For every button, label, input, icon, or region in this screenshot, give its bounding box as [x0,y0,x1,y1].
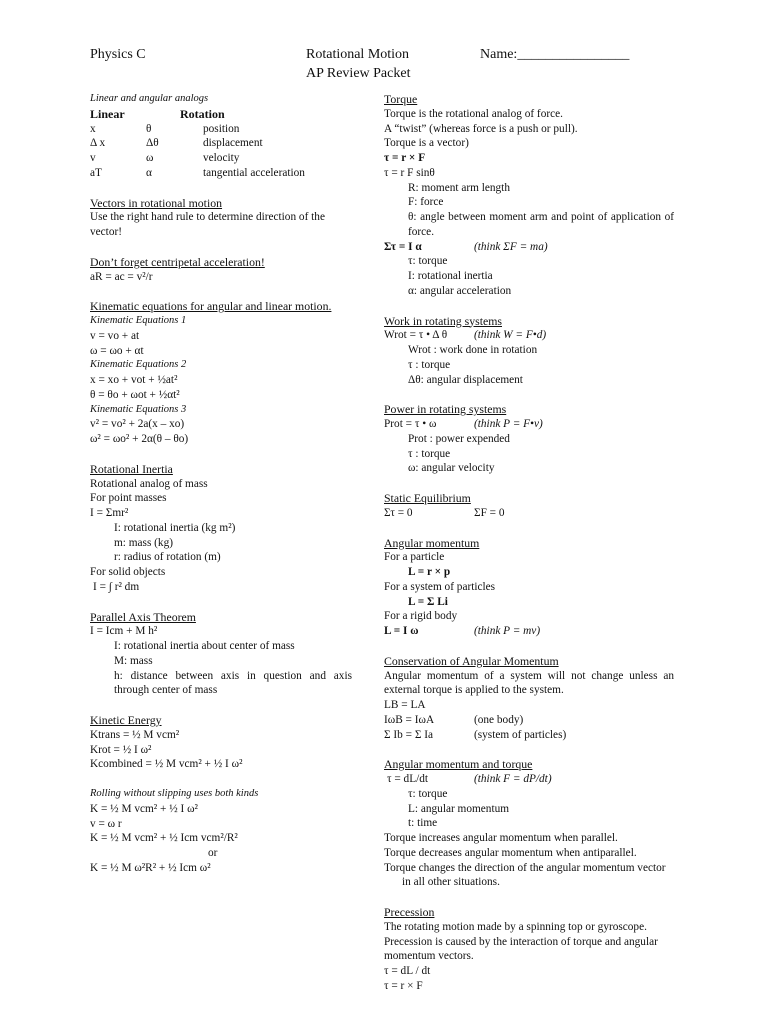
precession-title: Precession [384,905,435,919]
angular-momentum-line: L = Σ Li [408,595,448,608]
power-title: Power in rotating systems [384,402,507,417]
kinetic-energy-line: Kcombined = ½ M vcm² + ½ I ω² [90,758,243,771]
inertia-line: m: mass (kg) [114,536,173,549]
work-line: τ : torque [408,358,451,371]
course-name: Physics C [90,47,146,62]
parallel-axis-line: I = Icm + M h² [90,625,158,638]
kinematic-title: Kinematic equations for angular and linear motion. [90,299,332,314]
kinetic-energy-title: Kinetic Energy [90,713,162,727]
kinetic-energy-line: Ktrans = ½ M vcm² [90,728,180,741]
momentum-torque-line: t: time [408,817,438,830]
analog-row: v ω velocity [90,152,240,164]
work-eq: Wrot = τ • Δ θ (think W = F•d) [384,329,547,342]
inertia-line: I = Σmr² [90,507,129,519]
momentum-torque-line: Torque decreases angular momentum when antiparallel. [384,846,637,859]
name-field: Name:________________ [480,47,630,62]
angular-momentum-line: For a rigid body [384,610,458,623]
rolling-title: Rolling without slipping uses both kinds [90,788,259,799]
momentum-torque-title: Angular momentum and torque [384,757,533,772]
header-rotation: Rotation [180,106,225,121]
precession-line: Precession is caused by the interaction of torque and angular momentum vectors. [384,935,658,963]
static-title: Static Equilibrium [384,491,471,505]
analog-row: x θ position [90,122,240,135]
precession-line: τ = r × F [384,979,423,992]
torque-line: θ: angle between moment arm and point of application of force. [408,211,674,238]
momentum-torque-line: L: angular momentum [408,802,510,815]
inertia-title: Rotational Inertia [90,461,173,476]
kinematic-sub-1: Kinematic Equations 1 [90,315,187,326]
page-subtitle: AP Review Packet [306,66,411,81]
header-linear: Linear [90,106,125,121]
power-line: Prot : power expended [408,432,510,445]
precession-line: τ = dL / dt [384,965,431,977]
centripetal-eq: aR = ac = v²/r [90,270,153,283]
rolling-line: K = ½ M vcm² + ½ I ω² [90,802,198,815]
momentum-torque-line: τ: torque [408,787,448,800]
inertia-line: I = ∫ r² dm [93,580,140,593]
parallel-axis-title: Parallel Axis Theorem [90,609,196,624]
torque-line: I: rotational inertia [408,270,493,282]
right-column [384,92,674,994]
torque-line: Torque is the rotational analog of force. [384,107,563,120]
kinematic-eq: θ = θo + ωot + ½αt² [90,388,180,401]
torque-line: R: moment arm length [408,181,510,194]
torque-line: α: angular acceleration [408,284,512,297]
power-eq: Prot = τ • ω (think P = F•v) [384,418,543,430]
inertia-line: For point masses [90,492,167,505]
kinematic-sub-2: Kinematic Equations 2 [90,359,187,371]
rolling-line: K = ½ M ω²R² + ½ Icm ω² [90,861,211,874]
torque-line: τ = r × F [384,152,426,164]
power-line: τ : torque [408,447,451,460]
analog-row: Δ x Δθ displacement [90,137,263,150]
rolling-line: v = ω r [90,817,122,830]
angular-momentum-title: Angular momentum [384,535,480,550]
conservation-line: LB = LA [384,699,426,711]
work-line: Wrot : work done in rotation [408,344,538,356]
parallel-axis-line: h: distance between axis in question and axis through center of mass [114,669,352,697]
rolling-line: or [208,847,218,859]
analogs-caption: Linear and angular analogs [90,93,209,104]
conservation-title: Conservation of Angular Momentum [384,653,559,668]
inertia-line: r: radius of rotation (m) [114,551,221,564]
inertia-line: For solid objects [90,566,166,578]
power-line: ω: angular velocity [408,462,495,475]
centripetal-title: Don’t forget centripetal acceleration! [90,254,265,269]
static-eq: Στ = 0 ΣF = 0 [384,506,505,519]
angular-momentum-line: For a system of particles [384,580,496,593]
inertia-line: I: rotational inertia (kg m²) [114,521,236,534]
vectors-title: Vectors in rotational motion [90,195,223,210]
kinematic-eq: v² = vo² + 2a(x – xo) [90,418,185,431]
work-line: Δθ: angular displacement [408,373,523,386]
inertia-line: Rotational analog of mass [90,477,208,490]
conservation-line: IωB = IωA (one body) [384,713,524,726]
torque-line: F: force [408,196,444,209]
left-column [90,92,352,876]
parallel-axis-line: M: mass [114,654,153,667]
torque-title: Torque [384,92,418,106]
angular-momentum-line: For a particle [384,551,445,564]
angular-momentum-line: L = r × p [408,566,451,578]
torque-line: A “twist” (whereas force is a push or pull). [384,122,578,135]
kinematic-eq: ω² = ωo² + 2α(θ – θo) [90,433,189,445]
rolling-line: K = ½ M vcm² + ½ Icm vcm²/R² [90,832,238,845]
analogs-header [90,107,352,122]
momentum-torque-line: Torque increases angular momentum when parallel. [384,832,618,844]
work-title: Work in rotating systems [384,313,502,328]
conservation-text: Angular momentum of a system will not change unless an external torque is applied to the system. [384,669,674,697]
conservation-line: Σ Ib = Σ Ia (system of particles) [384,728,567,741]
torque-line: τ: torque [408,255,448,268]
torque-newton-line: Στ = I α (think ΣF = ma) [384,240,548,253]
momentum-torque-eq: τ = dL/dt (think F = dP/dt) [387,773,552,785]
kinetic-energy-line: Krot = ½ I ω² [90,743,152,756]
kinematic-eq: v = vo + at [90,329,140,342]
kinematic-sub-3: Kinematic Equations 3 [90,403,187,415]
angular-momentum-rigid: L = I ω (think P = mv) [384,625,541,637]
momentum-torque-line: Torque changes the direction of the angular momentum vector in all other situations. [384,861,666,889]
parallel-axis-line: I: rotational inertia about center of mass [114,640,295,652]
precession-line: The rotating motion made by a spinning top or gyroscope. [384,920,647,933]
page-title: Rotational Motion [306,47,410,62]
analog-row: aT α tangential acceleration [90,166,305,179]
kinematic-eq: x = xo + vot + ½at² [90,374,178,386]
vectors-text: Use the right hand rule to determine direction of the vector! [90,211,325,238]
torque-line: Torque is a vector) [384,137,469,150]
kinematic-eq: ω = ωo + αt [90,344,144,357]
torque-line: τ = r F sinθ [384,166,435,179]
